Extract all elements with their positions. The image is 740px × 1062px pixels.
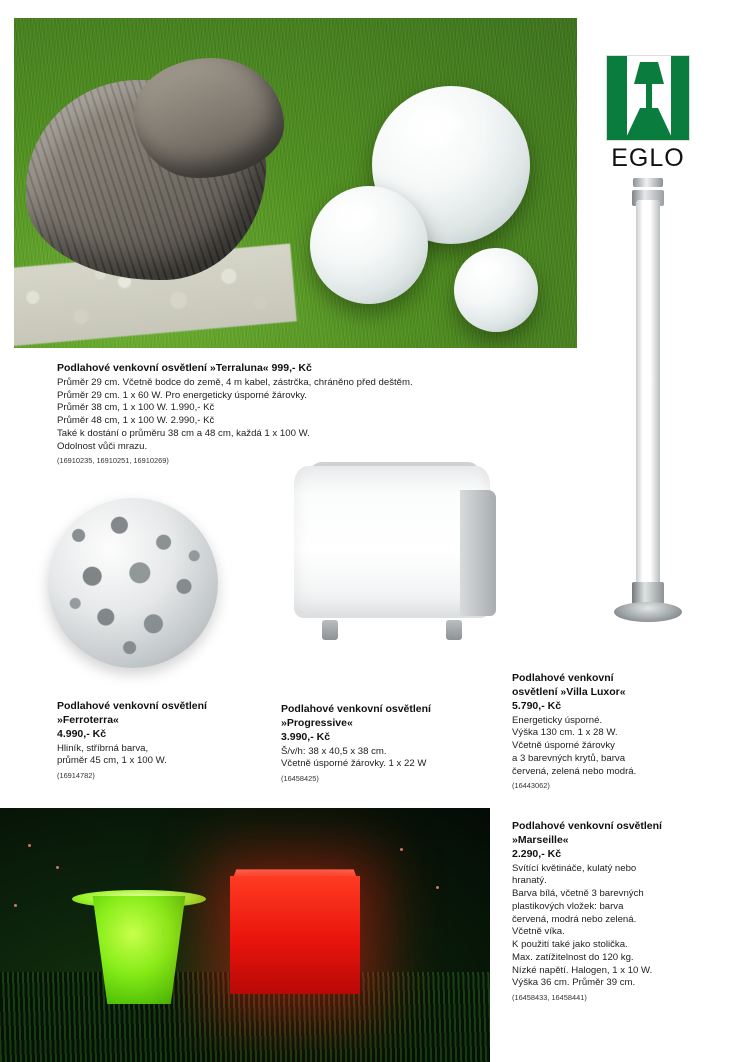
terraluna-desc-line: Průměr 29 cm. Včetně bodce do země, 4 m kabel, zástrčka, chráněno před deštěm. bbox=[57, 376, 413, 388]
terraluna-description bbox=[57, 377, 527, 454]
ferroterra-title-line2: »Ferroterra« bbox=[57, 713, 119, 726]
marseille-title-line1: Podlahové venkovní osvětlení bbox=[512, 820, 662, 832]
perforated-sphere bbox=[48, 498, 218, 668]
marseille-article-code: (16458433, 16458441) bbox=[512, 993, 587, 1003]
progressive-product-image bbox=[278, 456, 508, 666]
sphere-lamp-small bbox=[454, 248, 538, 332]
terraluna-text-block bbox=[57, 362, 527, 466]
marseille-title bbox=[512, 820, 720, 848]
ferroterra-text-block bbox=[57, 700, 257, 781]
marseille-desc-line: Nízké napětí. Halogen, 1 x 10 W. bbox=[512, 964, 653, 976]
villa-luxor-product-image bbox=[600, 178, 696, 648]
ferroterra-title-line1: Podlahové venkovní osvětlení bbox=[57, 700, 207, 712]
marseille-desc-line: Barva bílá, včetně 3 barevných bbox=[512, 888, 644, 900]
cube-foot-left bbox=[322, 620, 338, 640]
terraluna-desc-line: Průměr 29 cm. 1 x 60 W. Pro energeticky úsporné žárovky. bbox=[57, 389, 307, 401]
light-sparkle bbox=[14, 904, 17, 907]
bollard-tube bbox=[636, 200, 660, 590]
progressive-desc-line: Š/v/h: 38 x 40,5 x 38 cm. bbox=[281, 745, 387, 757]
marseille-desc-line: hranatý. bbox=[512, 875, 547, 887]
lamp-icon bbox=[606, 55, 690, 141]
bollard-bottom-collar bbox=[632, 582, 664, 604]
villa-luxor-title bbox=[512, 672, 712, 700]
terraluna-desc-line: Také k dostání o průměru 38 cm a 48 cm, každá 1 x 100 W. bbox=[57, 427, 310, 439]
ferroterra-title bbox=[57, 700, 257, 728]
marseille-desc-line: Max. zatížitelnost do 120 kg. bbox=[512, 951, 634, 963]
villa-luxor-text-block bbox=[512, 672, 712, 791]
villa-luxor-desc-line: červená, zelená nebo modrá. bbox=[512, 765, 637, 777]
eglo-logo bbox=[606, 55, 690, 175]
marseille-title-line2: »Marseille« bbox=[512, 833, 569, 846]
progressive-description bbox=[281, 746, 486, 772]
marseille-product-image bbox=[0, 808, 490, 1062]
marseille-desc-line: Výška 36 cm. Průměr 39 cm. bbox=[512, 977, 636, 989]
cube-foot-right bbox=[446, 620, 462, 640]
progressive-title-line1: Podlahové venkovní osvětlení bbox=[281, 703, 431, 715]
terraluna-desc-line: Průměr 48 cm, 1 x 100 W. 2.990,- Kč bbox=[57, 415, 215, 427]
villa-luxor-title-line1: Podlahové venkovní bbox=[512, 672, 614, 684]
progressive-text-block bbox=[281, 703, 486, 784]
light-sparkle bbox=[56, 866, 59, 869]
progressive-price: 3.990,- Kč bbox=[281, 730, 331, 743]
terraluna-desc-line: Průměr 38 cm, 1 x 100 W. 1.990,- Kč bbox=[57, 402, 215, 414]
light-sparkle bbox=[400, 848, 403, 851]
eglo-wordmark: EGLO bbox=[611, 144, 685, 172]
villa-luxor-title-line2: osvětlení »Villa Luxor« bbox=[512, 685, 626, 698]
progressive-title bbox=[281, 703, 486, 731]
marseille-text-block bbox=[512, 820, 720, 1003]
cube-side-panel bbox=[460, 490, 496, 616]
sphere-lamp-medium bbox=[310, 186, 428, 304]
rock-small bbox=[134, 58, 284, 178]
progressive-article-code: (16458425) bbox=[281, 774, 319, 784]
marseille-desc-line: plastikových vložek: barva bbox=[512, 900, 624, 912]
villa-luxor-description bbox=[512, 715, 712, 779]
terraluna-hero-image bbox=[14, 18, 577, 348]
villa-luxor-desc-line: Výška 130 cm. 1 x 28 W. bbox=[512, 727, 618, 739]
marseille-desc-line: Svítící květináče, kulatý nebo bbox=[512, 862, 637, 874]
progressive-title-line2: »Progressive« bbox=[281, 716, 353, 729]
bollard-base-plate bbox=[614, 602, 682, 622]
ferroterra-product-image bbox=[40, 490, 234, 674]
bollard-top-ring bbox=[633, 178, 663, 187]
marseille-price: 2.290,- Kč bbox=[512, 847, 562, 860]
terraluna-article-code: (16910235, 16910251, 16910269) bbox=[57, 456, 169, 466]
terraluna-desc-line: Odolnost vůči mrazu. bbox=[57, 440, 148, 452]
light-sparkle bbox=[28, 844, 31, 847]
villa-luxor-desc-line: Včetně úsporné žárovky bbox=[512, 740, 615, 752]
ferroterra-desc-line: průměr 45 cm, 1 x 100 W. bbox=[57, 755, 167, 767]
marseille-desc-line: červená, modrá nebo zelená. bbox=[512, 913, 637, 925]
ferroterra-description bbox=[57, 743, 257, 769]
ferroterra-price: 4.990,- Kč bbox=[57, 727, 107, 740]
villa-luxor-desc-line: a 3 barevných krytů, barva bbox=[512, 752, 626, 764]
ferroterra-desc-line: Hliník, stříbrná barva, bbox=[57, 742, 149, 754]
villa-luxor-desc-line: Energeticky úsporné. bbox=[512, 714, 603, 726]
red-glowing-cube bbox=[230, 876, 360, 994]
ferroterra-article-code: (16914782) bbox=[57, 771, 95, 781]
villa-luxor-price: 5.790,- Kč bbox=[512, 699, 562, 712]
villa-luxor-article-code: (16443062) bbox=[512, 781, 550, 791]
terraluna-title: Podlahové venkovní osvětlení »Terraluna« 999,- Kč bbox=[57, 362, 312, 374]
light-sparkle bbox=[436, 886, 439, 889]
marseille-desc-line: Včetně víka. bbox=[512, 926, 565, 938]
progressive-desc-line: Včetně úsporné žárovky. 1 x 22 W bbox=[281, 758, 427, 770]
marseille-desc-line: K použití také jako stolička. bbox=[512, 939, 628, 951]
marseille-description bbox=[512, 863, 720, 991]
